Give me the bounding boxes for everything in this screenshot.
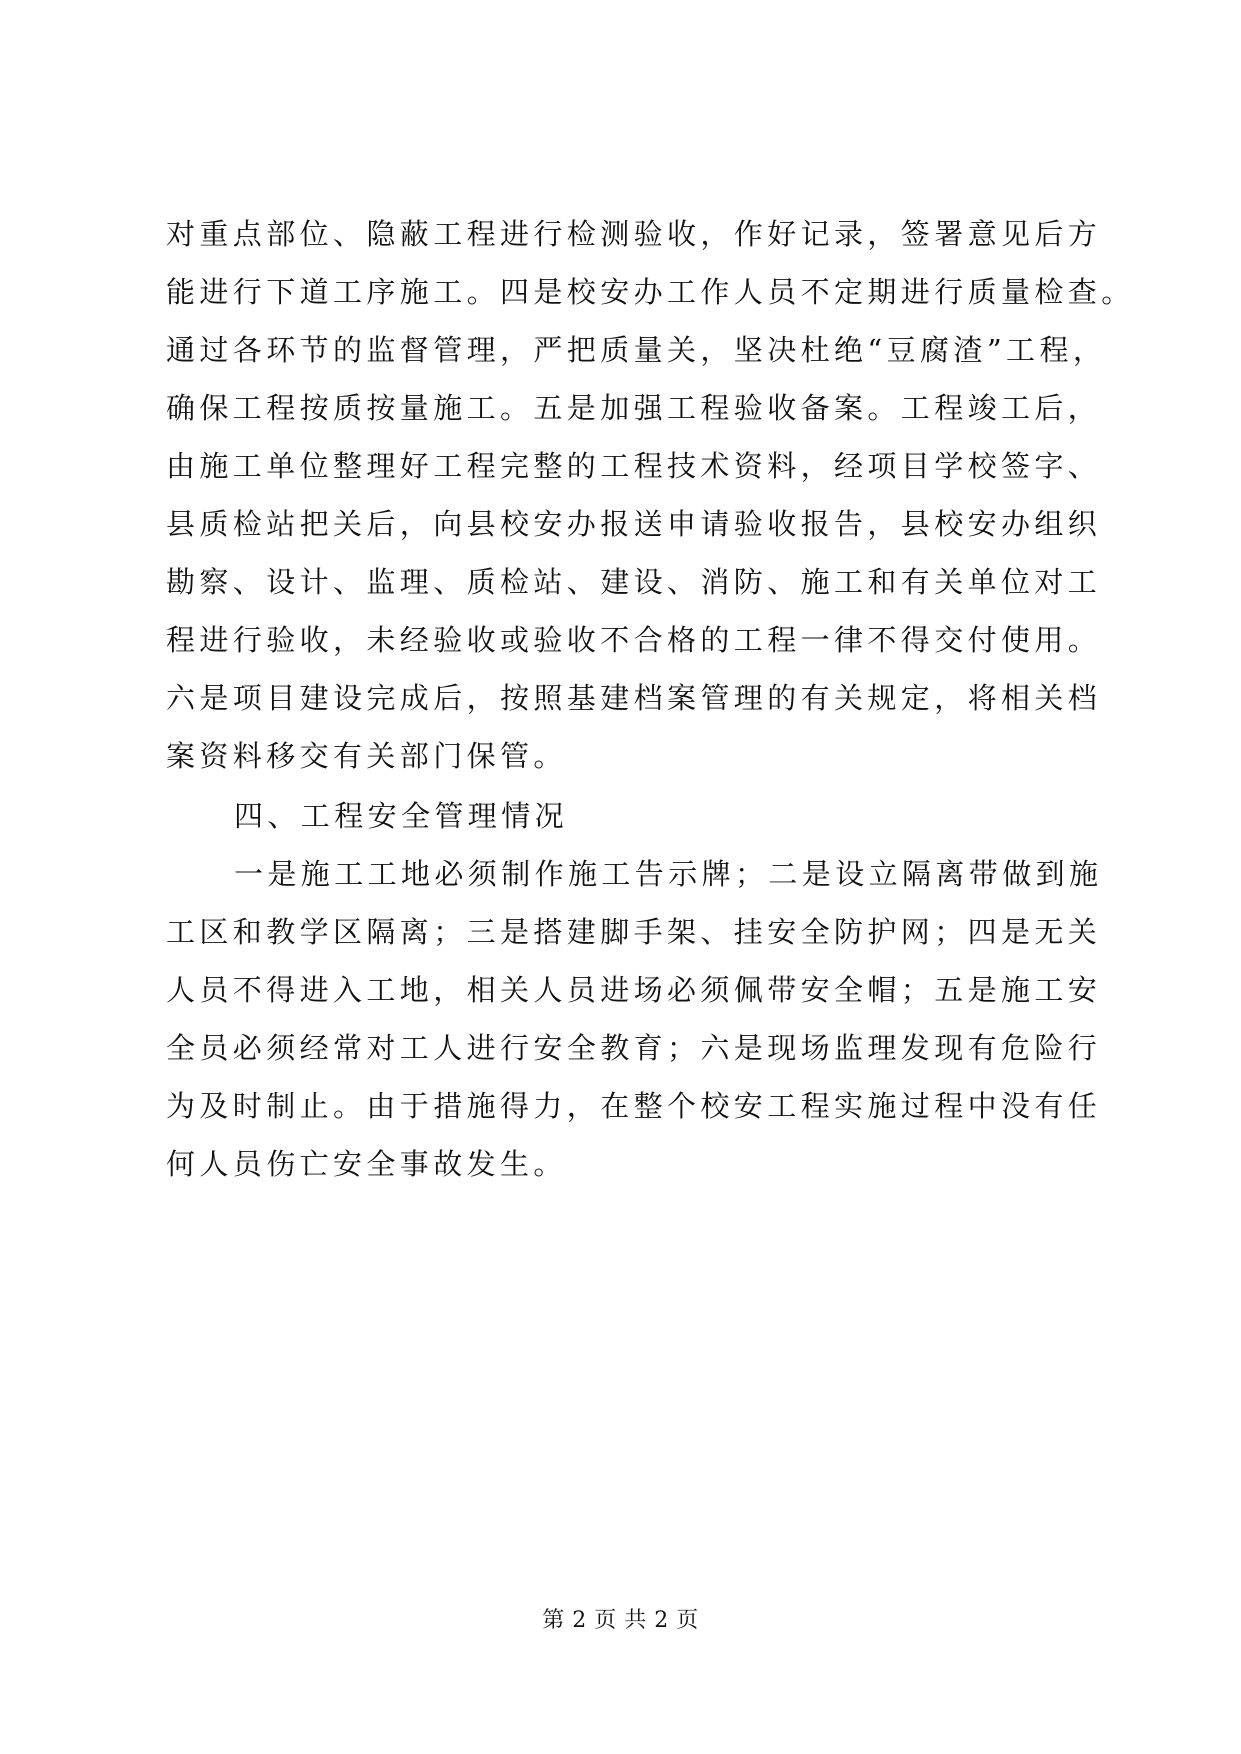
page-number: 第 2 页 共 2 页 bbox=[542, 1608, 699, 1633]
body-line-9: 六是项目建设完成后，按照基建档案管理的有关规定，将相关档 bbox=[166, 681, 1102, 715]
body-line-5: 由施工单位整理好工程完整的工程技术资料，经项目学校签字、 bbox=[166, 449, 1102, 483]
body-line-8: 程进行验收，未经验收或验收不合格的工程一律不得交付使用。 bbox=[166, 623, 1102, 657]
body-line-6: 县质检站把关后，向县校安办报送申请验收报告，县校安办组织 bbox=[166, 507, 1102, 541]
body-line-16: 为及时制止。由于措施得力，在整个校安工程实施过程中没有任 bbox=[166, 1089, 1102, 1123]
body-line-2: 能进行下道工序施工。四是校安办工作人员不定期进行质量检查。 bbox=[166, 275, 1135, 309]
page-footer bbox=[0, 1606, 1241, 1636]
body-line-1: 对重点部位、隐蔽工程进行检测验收，作好记录，签署意见后方 bbox=[166, 217, 1102, 251]
body-line-15: 全员必须经常对工人进行安全教育；六是现场监理发现有危险行 bbox=[166, 1031, 1102, 1065]
body-line-12: 一是施工工地必须制作施工告示牌；二是设立隔离带做到施 bbox=[234, 857, 1103, 891]
body-line-17: 何人员伤亡安全事故发生。 bbox=[166, 1147, 567, 1181]
body-line-7: 勘察、设计、监理、质检站、建设、消防、施工和有关单位对工 bbox=[166, 565, 1102, 599]
body-line-10: 案资料移交有关部门保管。 bbox=[166, 739, 567, 773]
section-heading: 四、工程安全管理情况 bbox=[234, 799, 569, 833]
body-line-13: 工区和教学区隔离；三是搭建脚手架、挂安全防护网；四是无关 bbox=[166, 915, 1102, 949]
body-line-3: 通过各环节的监督管理，严把质量关，坚决杜绝“豆腐渣”工程， bbox=[166, 333, 1107, 367]
body-line-14: 人员不得进入工地，相关人员进场必须佩带安全帽；五是施工安 bbox=[166, 973, 1102, 1007]
body-line-4: 确保工程按质按量施工。五是加强工程验收备案。工程竣工后， bbox=[166, 391, 1102, 425]
